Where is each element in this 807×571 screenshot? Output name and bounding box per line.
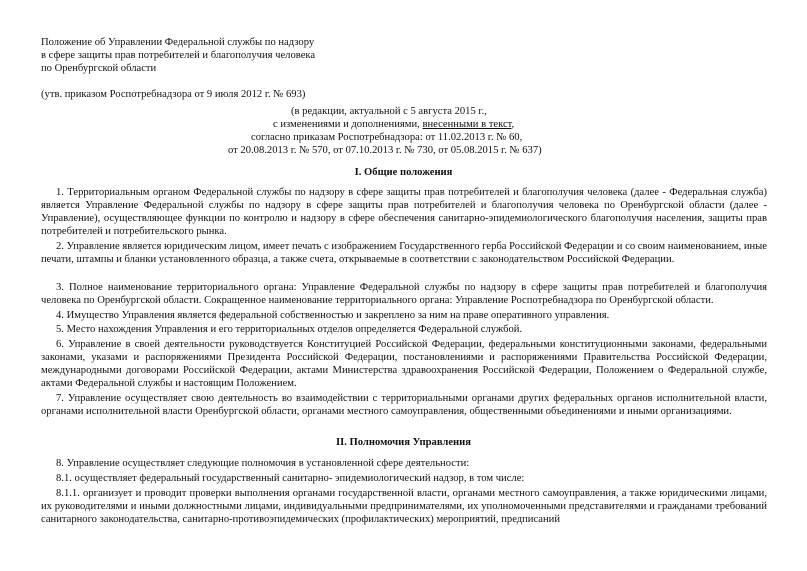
section-2-heading: II. Полномочия Управления xyxy=(335,437,471,448)
edition-line-2 xyxy=(273,118,514,131)
paragraph-1: 1. Территориальным органом Федеральной службы по надзору в сфере защиты прав потребителей и благополучия человека (далее - Федеральная служба) является Управление Федеральной службы по надзору в сфере защиты прав потребителей и благополучия человека по Оренбургской области (далее - Управление), осуществляющее функции по контролю и надзору в сфере обеспечения санитарно-эпидемиологического благополучия населения, защиты прав потребителей и потребительского рынка. xyxy=(41,187,767,237)
amendments-link[interactable]: внесенными в текст xyxy=(422,119,512,130)
paragraph-3: 3. Полное наименование территориального органа: Управление Федеральной службы по надзору в сфере защиты прав потребителей и благополучия человека по Оренбургской области. Сокращенное наименование территориального органа: Управление Роспотребнадзора по Оренбургской области. xyxy=(41,282,767,306)
edition-line-2-comma: , xyxy=(511,119,515,130)
paragraph-5: 5. Место нахождения Управления и его территориальных отделов определяется Федеральной службой. xyxy=(56,324,523,335)
edition-line-4: от 20.08.2013 г. № 570, от 07.10.2013 г. № 730, от 05.08.2015 г. № 637) xyxy=(228,145,542,156)
document-title: Положение об Управлении Федеральной службы по надзору в сфере защиты прав потребителей и благополучия человека по Оренбургской области xyxy=(41,37,316,74)
paragraph-4: 4. Имущество Управления является федеральной собственностью и закреплено за ним на праве оперативного управления. xyxy=(56,310,610,321)
edition-line-1: (в редакции, актуальной с 5 августа 2015 г., xyxy=(291,106,487,117)
paragraph-8-1-1: 8.1.1. организует и проводит проверки выполнения органами государственной власти, органами местного самоуправления, а также юридическими лицами, их руководителями и иными должностными лицами, индивидуальными предпринимателями, их уполномоченными представителями и гражданами требований санитарного законодательства, санитарно-противоэпидемических (профилактических) мероприятий, предписаний xyxy=(41,488,767,525)
paragraph-8: 8. Управление осуществляет следующие полномочия в установленной сфере деятельности: xyxy=(56,458,470,469)
paragraph-7: 7. Управление осуществляет свою деятельность во взаимодействии с территориальными органами других федеральных органов исполнительной власти, органами исполнительной власти Оренбургской области, органами местного самоуправления, общественными объединениями и иными организациями. xyxy=(41,393,767,417)
paragraph-8-1: 8.1. осуществляет федеральный государственный санитарно- эпидемиологический надзор, в том числе: xyxy=(56,473,525,484)
paragraph-6: 6. Управление в своей деятельности руководствуется Конституцией Российской Федерации, федеральными конституционными законами, федеральными законами, указами и распоряжениями Президента Российской Федерации, постановлениями и распоряжениями Правительства Российской Федерации, международными договорами Российской Федерации, актами Министерства здравоохранения Российской Федерации, Положением о Федеральной службе, актами Федеральной службы и настоящим Положением. xyxy=(41,339,767,389)
section-1-heading: I. Общие положения xyxy=(354,167,453,178)
edition-line-2-text: с изменениями и дополнениями, xyxy=(273,119,423,130)
edition-line-3: согласно приказам Роспотребнадзора: от 11.02.2013 г. № 60, xyxy=(251,132,523,143)
approval-note: (утв. приказом Роспотребнадзора от 9 июля 2012 г. № 693) xyxy=(41,89,306,100)
paragraph-2: 2. Управление является юридическим лицом, имеет печать с изображением Государственного герба Российской Федерации и со своим наименованием, иные печати, штампы и бланки установленного образца, а также счета, открываемые в соответствии с законодательством Российской Федерации. xyxy=(41,241,767,265)
